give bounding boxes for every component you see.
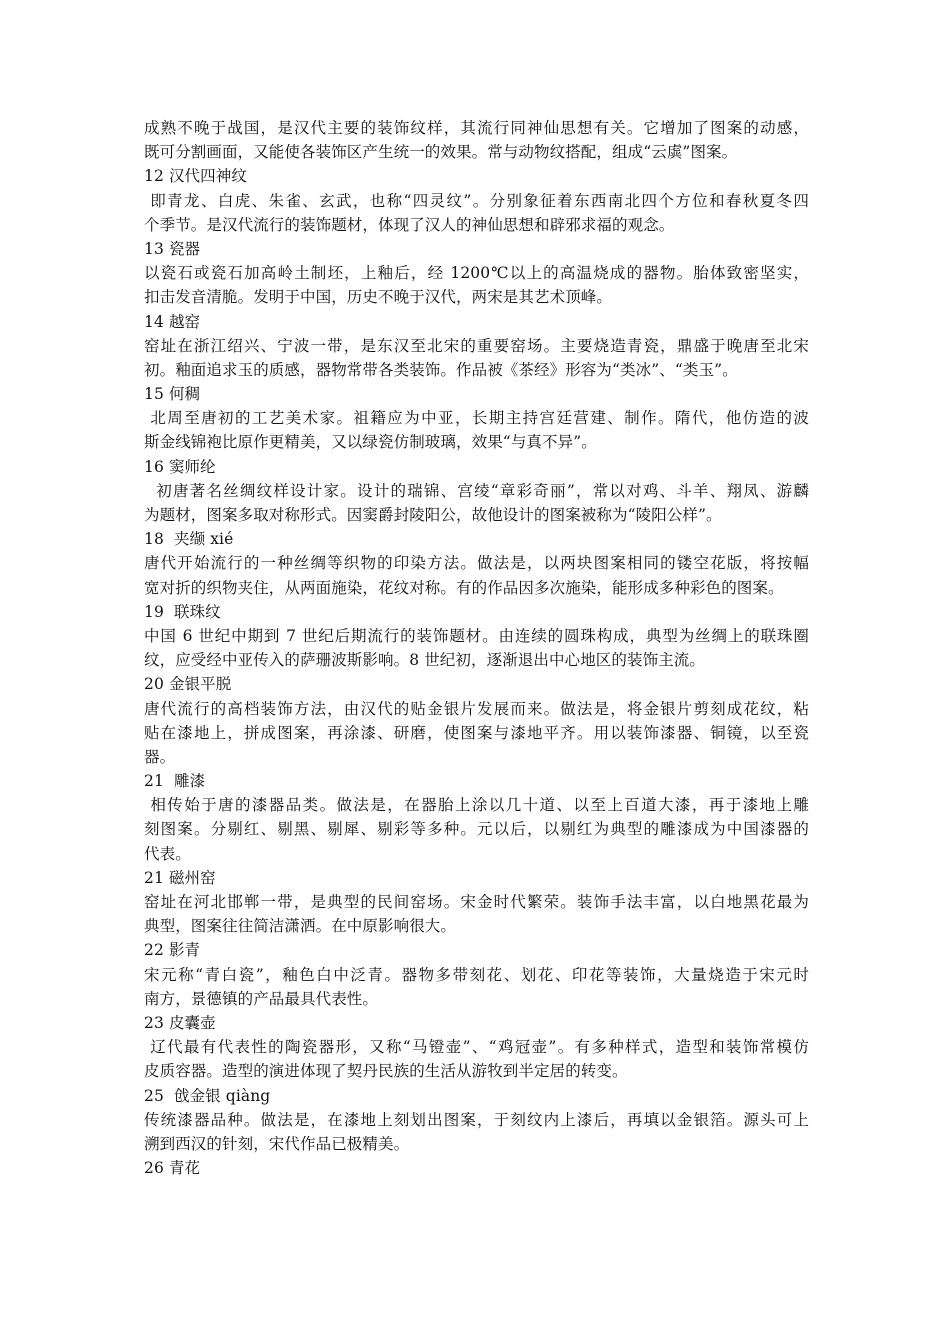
entry-heading: 21 磁州窑 bbox=[144, 868, 216, 887]
body-text-line: 以瓷石或瓷石加高岭土制坯，上釉后，经 1200℃以上的高温烧成的器物。胎体致密坚实， bbox=[144, 264, 809, 283]
body-text-line: 个季节。是汉代流行的装饰题材，体现了汉人的神仙思想和辟邪求福的观念。 bbox=[144, 215, 675, 234]
body-text-line: 辽代最有代表性的陶瓷器形，又称“马镫壶”、“鸡冠壶”。有多种样式，造型和装饰常模仿 bbox=[144, 1038, 809, 1057]
body-text-line: 相传始于唐的漆器品类。做法是，在器胎上涂以几十道、以至上百道大漆，再于漆地上雕 bbox=[144, 796, 809, 815]
body-text-line: 扣击发音清脆。发明于中国，历史不晚于汉代，两宋是其艺术顶峰。 bbox=[144, 288, 613, 307]
entry-heading: 20 金银平脱 bbox=[144, 675, 232, 694]
entry-heading: 16 窦师纶 bbox=[144, 457, 216, 476]
body-text-line: 初。釉面追求玉的质感，器物常带各类装饰。作品被《茶经》形容为“类冰”、“类玉”。 bbox=[144, 360, 738, 379]
body-text-line: 窑址在河北邯郸一带，是典型的民间窑场。宋金时代繁荣。装饰手法丰富，以白地黑花最为 bbox=[144, 893, 809, 911]
body-text-line: 为题材，图案多取对称形式。因窦爵封陵阳公，故他设计的图案被称为“陵阳公样”。 bbox=[144, 506, 722, 524]
body-text-line: 贴在漆地上，拼成图案，再涂漆、研磨，使图案与漆地平齐。用以装饰漆器、铜镜，以至瓷 bbox=[144, 723, 809, 742]
body-text-line: 唐代开始流行的一种丝绸等织物的印染方法。做法是，以两块图案相同的镂空花版，将按幅 bbox=[144, 554, 809, 573]
entry-heading: 21 雕漆 bbox=[144, 772, 206, 791]
entry-heading: 18 夹缬 xié bbox=[144, 530, 234, 549]
entry-heading: 13 瓷器 bbox=[144, 239, 201, 258]
entry-heading: 15 何稠 bbox=[144, 385, 201, 404]
body-text-line: 典型，图案往往简洁潇洒。在中原影响很大。 bbox=[144, 917, 457, 936]
body-text-line: 初唐著名丝绸纹样设计家。设计的瑞锦、宫绫“章彩奇丽”，常以对鸡、斗羊、翔凤、游麟 bbox=[144, 481, 809, 500]
body-text-line: 即青龙、白虎、朱雀、玄武，也称“四灵纹”。分别象征着东西南北四个方位和春秋夏冬四 bbox=[144, 191, 809, 210]
body-text-line: 皮质容器。造型的演进体现了契丹民族的生活从游牧到半定居的转变。 bbox=[144, 1062, 628, 1081]
body-text-line: 成熟不晚于战国，是汉代主要的装饰纹样，其流行同神仙思想有关。它增加了图案的动感， bbox=[144, 119, 809, 137]
entry-heading: 25 戗金银 qiàng bbox=[144, 1086, 271, 1105]
entry-heading: 26 青花 bbox=[144, 1159, 201, 1178]
body-text-line: 宋元称“青白瓷”，釉色白中泛青。器物多带刻花、划花、印花等装饰，大量烧造于宋元时 bbox=[144, 965, 809, 984]
body-text-line: 北周至唐初的工艺美术家。祖籍应为中亚，长期主持宫廷营建、制作。隋代，他仿造的波 bbox=[144, 409, 809, 428]
entry-heading: 19 联珠纹 bbox=[144, 602, 221, 621]
body-text-line: 纹，应受经中亚传入的萨珊波斯影响。8 世纪初，逐渐退出中心地区的装饰主流。 bbox=[144, 651, 705, 670]
body-text-line: 宽对折的织物夹住，从两面施染，花纹对称。有的作品因多次施染，能形成多种彩色的图案。 bbox=[144, 578, 784, 597]
document-page bbox=[144, 116, 809, 1180]
body-text-line: 中国 6 世纪中期到 7 世纪后期流行的装饰题材。由连续的圆珠构成，典型为丝绸上的联珠圈 bbox=[144, 626, 809, 645]
body-text-line: 刻图案。分剔红、剔黑、剔犀、剔彩等多种。元以后，以剔红为典型的雕漆成为中国漆器的 bbox=[144, 820, 809, 839]
body-text-line: 既可分割画面，又能使各装饰区产生统一的效果。常与动物纹搭配，组成“云虡”图案。 bbox=[144, 143, 738, 162]
body-text-line: 唐代流行的高档装饰方法，由汉代的贴金银片发展而来。做法是，将金银片剪刻成花纹，粘 bbox=[144, 699, 809, 718]
body-text-line: 斯金线锦袍比原作更精美，又以绿瓷仿制玻璃，效果“与真不异”。 bbox=[144, 433, 597, 452]
body-text-line: 代表。 bbox=[144, 844, 191, 863]
body-text-line: 南方，景德镇的产品最具代表性。 bbox=[144, 989, 379, 1008]
body-text-line: 窑址在浙江绍兴、宁波一带，是东汉至北宋的重要窑场。主要烧造青瓷，鼎盛于晚唐至北宋 bbox=[144, 336, 809, 355]
entry-heading: 22 影青 bbox=[144, 941, 201, 960]
entry-heading: 12 汉代四神纹 bbox=[144, 167, 247, 186]
body-text-line: 器。 bbox=[144, 747, 176, 766]
entry-heading: 14 越窑 bbox=[144, 312, 201, 331]
body-text-line: 溯到西汉的针刻，宋代作品已极精美。 bbox=[144, 1134, 410, 1153]
body-text-line: 传统漆器品种。做法是，在漆地上刻划出图案，于刻纹内上漆后，再填以金银箔。源头可上 bbox=[144, 1110, 809, 1129]
entry-heading: 23 皮囊壶 bbox=[144, 1013, 216, 1032]
